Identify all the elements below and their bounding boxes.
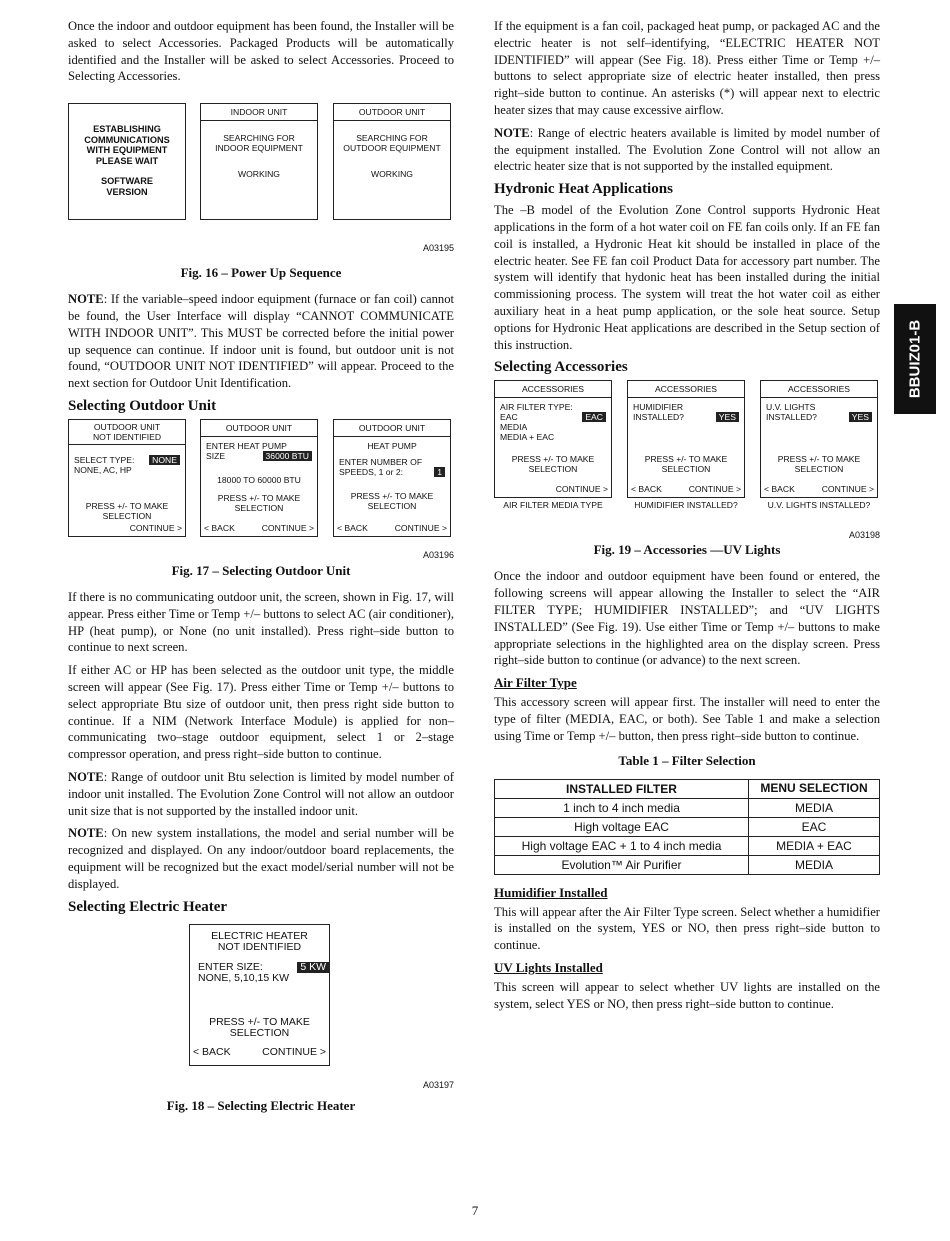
- figure-id: A03198: [848, 530, 880, 541]
- screen-text: WITH EQUIPMENT: [86, 145, 168, 156]
- table-cell: EAC: [749, 817, 880, 836]
- screen-text: NONE, AC, HP: [74, 464, 132, 475]
- note-text: : If the variable–speed indoor equipment (furnace or fan coil) cannot be found, the User Interface will display “CANNOT COMMUNICATE WITH INDOOR UNIT”. This MUST be corrected before the initial power up sequence can continue. If indoor unit is found, but outdoor unit is not found, “OUTDOOR UNIT NOT IDENTIFIED” will appear. Proceed to the next section for Outdoor Unit Identification.: [68, 292, 454, 391]
- table-cell: Evolution™ Air Purifier: [495, 855, 749, 874]
- back-softkey: < BACK: [337, 522, 368, 533]
- figure-16: [68, 103, 454, 263]
- screen-text: SIZE: [206, 450, 226, 461]
- section-heading: Selecting Accessories: [494, 359, 628, 376]
- continue-softkey: CONTINUE >: [688, 484, 741, 495]
- note-label: NOTE: [494, 125, 530, 140]
- subsection-heading: Air Filter Type: [494, 675, 577, 691]
- continue-softkey: CONTINUE >: [821, 484, 874, 495]
- table-row: [495, 798, 880, 817]
- figure-caption: Fig. 19 – Accessories —UV Lights: [593, 542, 781, 558]
- note-text: : On new system installations, the model and serial number will be recognized and displayed. On any indoor/outdoor board replacements, the equipment will be recognized but the exact model/serial number will not be displayed.: [68, 826, 454, 891]
- screen-text: SELECTION: [367, 500, 417, 511]
- note-label: NOTE: [68, 769, 104, 784]
- table-title: Table 1 – Filter Selection: [618, 752, 756, 768]
- note-text: : Range of outdoor unit Btu selection is limited by model number of indoor unit installed. The Evolution Zone Control will not allow an outdoor unit size that is not supported by the installed indoor unit.: [68, 769, 454, 818]
- screen-text: PLEASE WAIT: [95, 155, 159, 166]
- side-tab-label: BBUIZ01-B: [906, 319, 924, 399]
- intro-paragraph: Once the indoor and outdoor equipment has been found, the Installer will be asked to select Accessories. Packaged Products will be automatically identified and the Installer will be asked to select Accessories. Proceed to Selecting Accessories.: [68, 19, 454, 84]
- continue-softkey: CONTINUE >: [262, 1046, 326, 1059]
- screen-text: MEDIA + EAC: [500, 432, 555, 443]
- note-label: NOTE: [68, 826, 104, 841]
- screen-header: ACCESSORIES: [761, 381, 877, 398]
- screen-text: ENTER NUMBER OF: [339, 456, 423, 467]
- screen-text: SELECTION: [234, 502, 284, 513]
- table-row: [495, 836, 880, 855]
- continue-softkey: CONTINUE >: [394, 522, 447, 533]
- screen-text: EAC: [500, 412, 518, 423]
- screen-text: WORKING: [237, 169, 280, 180]
- screen-text: PRESS +/- TO MAKE: [511, 454, 595, 465]
- paragraph: This accessory screen will appear first. The installer will need to enter the type of filter (MEDIA, EAC, or both). See Table 1 and make a selection using Time or Temp +/– button, then press right–side button to continue.: [494, 695, 880, 743]
- screen-text: ESTABLISHING: [93, 124, 161, 135]
- screen-text: WORKING: [370, 169, 413, 180]
- screen-text: NONE, 5,10,15 KW: [198, 972, 290, 985]
- note-text: : Range of electric heaters available is limited by model number of the equipment installed. The Evolution Zone Control will not allow an electric heater size that is not supported by the installed equipment.: [494, 125, 880, 174]
- selected-value: NONE: [149, 455, 180, 465]
- screen-header: ACCESSORIES: [628, 381, 744, 398]
- screen-text: U.V. LIGHTS: [766, 402, 816, 413]
- screen-text: OUTDOOR EQUIPMENT: [343, 143, 441, 154]
- note-label: NOTE: [68, 292, 104, 307]
- screen-text: INSTALLED?: [766, 412, 817, 423]
- back-softkey: < BACK: [631, 484, 662, 495]
- section-heading: Hydronic Heat Applications: [494, 181, 673, 198]
- figure-id: A03197: [422, 1079, 454, 1090]
- figure-17: [68, 419, 454, 561]
- table-cell: 1 inch to 4 inch media: [495, 798, 749, 817]
- paragraph: This screen will appear to select whether UV lights are installed on the system, select YES or NO, then press right–side button to continue.: [494, 979, 880, 1011]
- note-paragraph: [494, 125, 880, 175]
- table-row: [495, 855, 880, 874]
- screen-text: PRESS +/- TO MAKE: [644, 454, 728, 465]
- table-row: [495, 817, 880, 836]
- table-cell: MEDIA: [749, 855, 880, 874]
- figure-id: A03196: [422, 549, 454, 560]
- selected-value: YES: [716, 412, 739, 422]
- table-cell: MEDIA + EAC: [749, 836, 880, 855]
- screen-header: OUTDOOR UNIT: [201, 420, 317, 437]
- screen-header: OUTDOOR UNIT: [334, 104, 450, 121]
- screen-text: SELECT TYPE:: [74, 454, 135, 465]
- fig17-screen-type: [68, 419, 186, 537]
- selected-value: EAC: [582, 412, 606, 422]
- subsection-heading: Humidifier Installed: [494, 884, 608, 900]
- fig17-screen-speeds: [333, 419, 451, 537]
- fig16-screen-outdoor: [333, 103, 451, 220]
- screen-text: PRESS +/- TO MAKE: [350, 490, 434, 501]
- screen-text: SELECTION: [102, 510, 152, 521]
- left-column: [68, 18, 454, 1124]
- table-header: INSTALLED FILTER: [495, 779, 749, 798]
- table-cell: MEDIA: [749, 798, 880, 817]
- screen-caption: HUMIDIFIER INSTALLED?: [634, 500, 738, 511]
- note-paragraph: [68, 291, 454, 392]
- selected-value: 1: [434, 467, 445, 477]
- screen-text: SPEEDS, 1 or 2:: [339, 466, 404, 477]
- screen-header: OUTDOOR UNIT: [93, 421, 161, 432]
- screen-text: PRESS +/- TO MAKE: [85, 500, 169, 511]
- figure-caption: Fig. 18 – Selecting Electric Heater: [166, 1097, 356, 1113]
- paragraph: If either AC or HP has been selected as the outdoor unit type, the middle screen will appear (See Fig. 17). Press either Time or Temp +/– buttons to select appropriate Btu size of outdoor unit, then press right side button to continue. If a NIM (Network Interface Module) is applied for non–communicating two–stage outdoor equipment, select 1 or 2–stage compressor operation, and press right–side button to continue.: [68, 663, 454, 762]
- paragraph: The –B model of the Evolution Zone Control supports Hydronic Heat applications in the form of a hot water coil on FE fan coils only. If an FE fan coil is installed, a Hydronic Heat kit should be installed in place of the electric heater. See FE fan coil Product Data for accessory part number. The system will identify that hydonic heat has been installed during the initial commissioning process. The system will treat the hot water coil as either auxiliary heat in a heat pump application, or the sole heat source. Setup options for Hydronic Heat applications are described in the Setup section of this instruction.: [494, 203, 880, 352]
- screen-text: PRESS +/- TO MAKE: [217, 492, 301, 503]
- screen-text: SELECTION: [794, 464, 844, 475]
- screen-text: SELECTION: [528, 464, 578, 475]
- screen-text: HUMIDIFIER: [633, 402, 684, 413]
- figure-caption: Fig. 16 – Power Up Sequence: [180, 265, 342, 281]
- screen-text: MEDIA: [500, 422, 528, 433]
- figure-caption: Fig. 17 – Selecting Outdoor Unit: [171, 562, 351, 578]
- selected-value: YES: [849, 412, 872, 422]
- continue-softkey: CONTINUE >: [555, 484, 608, 495]
- continue-softkey: CONTINUE >: [129, 522, 182, 533]
- fig17-screen-size: [200, 419, 318, 537]
- screen-text: HEAT PUMP: [367, 440, 417, 451]
- table-header-row: [495, 779, 880, 798]
- figure-19: [494, 380, 880, 540]
- screen-text: ENTER HEAT PUMP: [206, 440, 287, 451]
- side-tab: [894, 304, 936, 414]
- screen-text: ENTER SIZE:: [198, 960, 263, 973]
- screen-text: COMMUNICATIONS: [84, 134, 170, 145]
- fig19-screen-air-filter: [494, 380, 612, 498]
- table-header: MENU SELECTION: [749, 779, 880, 798]
- fig18-screen-heater: [189, 924, 330, 1066]
- paragraph: If the equipment is a fan coil, packaged heat pump, or packaged AC and the electric heater is not self–identifying, “ELECTRIC HEATER NOT IDENTIFIED” will appear (See Fig. 18). Press either Time or Temp +/– buttons to select appropriate size of electric heater installed, then press right–side button to continue. An asterisks (*) will appear next to electric heater sizes that may cause excessive airflow.: [494, 19, 880, 117]
- paragraph: If there is no communicating outdoor unit, the screen, shown in Fig. 17, will appear. Press either Time or Temp +/– buttons to select AC (air conditioner), HP (heat pump), or None (no unit installed). Press right–side button to continue to next screen.: [68, 589, 454, 655]
- table-cell: High voltage EAC: [495, 817, 749, 836]
- screen-text: PRESS +/- TO MAKE: [209, 1015, 310, 1028]
- continue-softkey: CONTINUE >: [261, 522, 314, 533]
- screen-text: SEARCHING FOR: [223, 133, 295, 144]
- screen-header: NOT IDENTIFIED: [92, 431, 162, 442]
- screen-text: PRESS +/- TO MAKE: [777, 454, 861, 465]
- back-softkey: < BACK: [764, 484, 795, 495]
- screen-caption: AIR FILTER MEDIA TYPE: [503, 500, 603, 511]
- fig19-screen-humidifier: [627, 380, 745, 498]
- filter-selection-table: [494, 779, 880, 875]
- subsection-heading: UV Lights Installed: [494, 959, 603, 975]
- screen-text: SELECTION: [661, 464, 711, 475]
- screen-text: INSTALLED?: [633, 412, 684, 423]
- screen-header: INDOOR UNIT: [201, 104, 317, 121]
- figure-18: [68, 924, 454, 1096]
- back-softkey: < BACK: [193, 1046, 231, 1059]
- back-softkey: < BACK: [204, 522, 235, 533]
- right-column: [494, 18, 880, 1019]
- page-number: 7: [471, 1203, 479, 1218]
- screen-text: AIR FILTER TYPE:: [500, 402, 573, 413]
- screen-caption: U.V. LIGHTS INSTALLED?: [767, 500, 871, 511]
- screen-header: ACCESSORIES: [495, 381, 611, 398]
- screen-text: VERSION: [106, 186, 148, 197]
- screen-header: ELECTRIC HEATER: [211, 929, 308, 942]
- screen-header: NOT IDENTIFIED: [217, 941, 302, 954]
- paragraph: This will appear after the Air Filter Type screen. Select whether a humidifier is installed on the system, YES or NO, then press right–side button to continue.: [494, 904, 880, 953]
- screen-text: SEARCHING FOR: [356, 133, 428, 144]
- note-paragraph: [68, 825, 454, 892]
- note-paragraph: [68, 769, 454, 819]
- section-heading: Selecting Electric Heater: [68, 898, 228, 915]
- screen-text: SOFTWARE: [100, 176, 154, 187]
- screen-text: SELECTION: [229, 1027, 290, 1040]
- paragraph: Once the indoor and outdoor equipment have been found or entered, the following screens will appear allowing the Installer to select the “AIR FILTER TYPE; HUMIDIFIER INSTALLED”; and “UV LIGHTS INSTALLED” (See Fig. 19). Use either Time or Temp +/– buttons to make appropriate selections in the highlighted area on the display screen. Press right–side button to continue (or advance) to the next screen.: [494, 569, 880, 668]
- screen-text: INDOOR EQUIPMENT: [215, 143, 303, 154]
- table-cell: High voltage EAC + 1 to 4 inch media: [495, 836, 749, 855]
- figure-id: A03195: [422, 243, 454, 254]
- fig19-screen-uv-lights: [760, 380, 878, 498]
- selected-value: 5 KW: [297, 962, 329, 974]
- section-heading: Selecting Outdoor Unit: [68, 397, 217, 414]
- screen-text: 18000 TO 60000 BTU: [217, 474, 301, 485]
- selected-value: 36000 BTU: [263, 451, 312, 461]
- screen-header: OUTDOOR UNIT: [334, 420, 450, 437]
- fig16-screen-indoor: [200, 103, 318, 220]
- fig16-screen-establishing: [68, 103, 186, 220]
